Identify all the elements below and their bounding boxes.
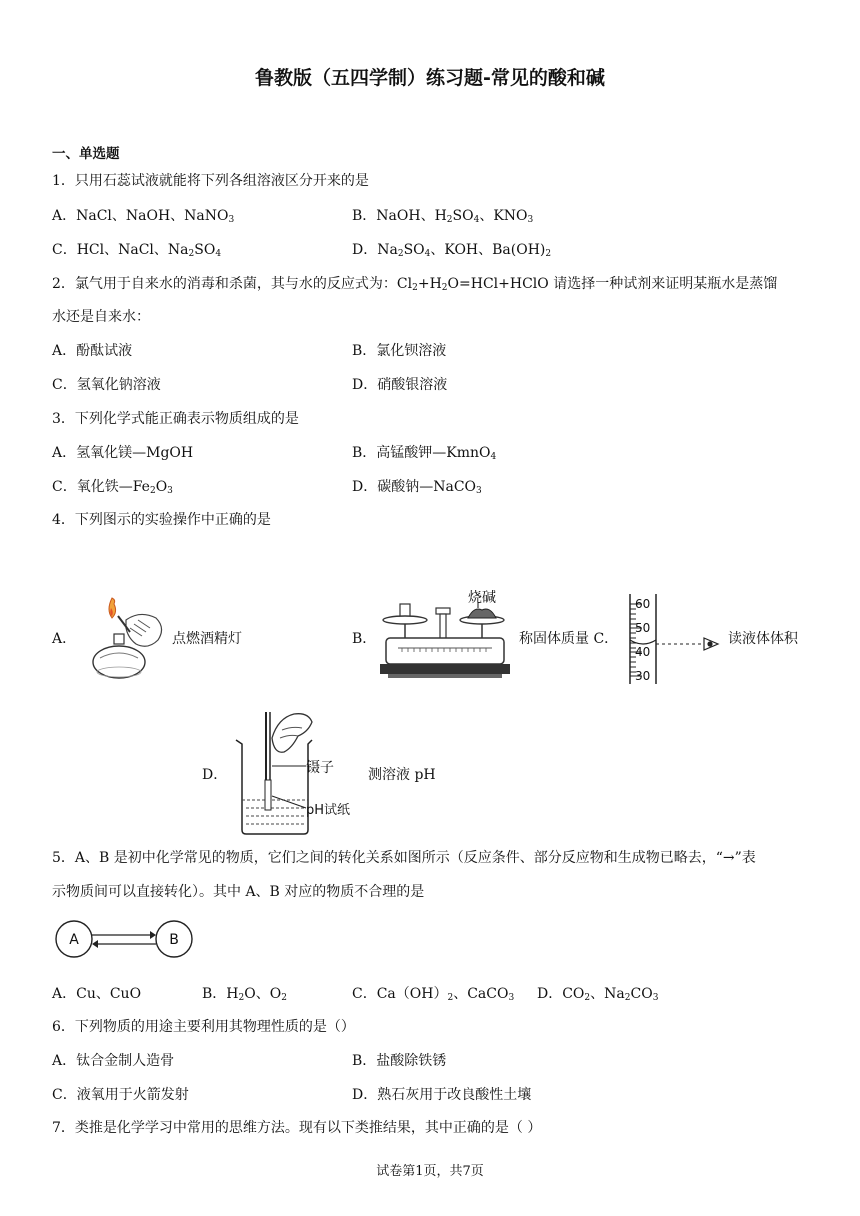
node-b: B [169, 932, 179, 948]
question-3-stem: 3．下列化学式能正确表示物质组成的是 [52, 411, 299, 427]
q2-option-b: B．氯化钡溶液 [352, 343, 447, 359]
q4-option-c-text: 读液体体积 [728, 631, 798, 647]
q5-option-d: D．$CO_2$、$Na_2CO_3$ [537, 986, 659, 1003]
q6-option-b: B．盐酸除铁锈 [352, 1053, 447, 1069]
q4-option-d-label: D． [202, 767, 228, 783]
q5-option-a: A．Cu、CuO [52, 986, 142, 1002]
q3-option-d: D．碳酸钠—NaCO$_3$ [352, 479, 482, 496]
q5-option-b: B．$H_2O$、$O_2$ [202, 986, 287, 1003]
q1-option-b: B．NaOH、$H_2SO_4$、$KNO_3$ [352, 208, 534, 225]
d-fig-label-tweezers: 镊子 [306, 760, 334, 776]
section-heading: 一、单选题 [52, 146, 120, 162]
q5-option-c: C．$Ca(OH)_2$、CaCO$_3$ [352, 986, 515, 1003]
q2-option-d: D．硝酸银溶液 [352, 377, 448, 393]
page-title: 鲁教版（五四学制）练习题-常见的酸和碱 [255, 67, 605, 89]
question-6-stem: 6．下列物质的用途主要利用其物理性质的是（） [52, 1019, 355, 1035]
q1-option-d: D．$Na_2SO_4$、KOH、$Ba(OH)_2$ [352, 242, 552, 259]
question-1-stem: 1．只用石蕊试液就能将下列各组溶液区分开来的是 [52, 173, 369, 189]
question-2-line1: 2．氯气用于自来水的消毒和杀菌，其与水的反应式为：$Cl_2+H_2O=HCl+HClO$ 请选择一种试剂来证明某瓶水是蒸馏 [52, 276, 778, 293]
d-fig-label-ph-paper: pH试纸 [306, 803, 351, 818]
balance-scale-figure [378, 586, 516, 688]
node-a: A [69, 932, 79, 948]
q3-option-b: B．高锰酸钾—KmnO$_4$ [352, 445, 497, 462]
c-tick-50: 50 [635, 621, 651, 635]
q6-option-a: A．钛合金制人造骨 [52, 1053, 175, 1069]
q4-option-b-label: B． [352, 631, 377, 647]
q4-option-d-text: 测溶液 pH [368, 767, 436, 783]
question-7-stem: 7．类推是化学学习中常用的思维方法。现有以下类推结果，其中正确的是（ ） [52, 1120, 542, 1136]
graduated-cylinder-figure [626, 594, 726, 686]
c-tick-30: 30 [635, 669, 651, 683]
ab-conversion-diagram [54, 918, 196, 962]
q6-option-c: C．液氧用于火箭发射 [52, 1087, 189, 1103]
q1-option-a: A．NaCl、NaOH、NaNO$_3$ [52, 208, 235, 225]
page-footer: 试卷第1页，共7页 [376, 1164, 484, 1179]
b-fig-label: 烧碱 [468, 590, 496, 606]
ph-test-figure [232, 708, 364, 836]
question-5-line1: 5．A、B 是初中化学常见的物质，它们之间的转化关系如图所示（反应条件、部分反应物和生成物已略去，“→”表 [52, 850, 756, 866]
q3-option-c: C．氧化铁$—Fe_2O_3$ [52, 479, 173, 496]
q6-option-d: D．熟石灰用于改良酸性土壤 [352, 1087, 532, 1103]
q4-option-b-text: 称固体质量 C． [519, 631, 619, 647]
alcohol-lamp-figure [78, 588, 170, 684]
q3-option-a: A．氢氧化镁—MgOH [52, 445, 194, 461]
q4-option-a-label: A． [52, 631, 77, 647]
question-2-line2: 水还是自来水： [52, 309, 150, 325]
q2-option-c: C．氢氧化钠溶液 [52, 377, 161, 393]
q1-option-c: C．HCl、NaCl、$Na_2SO_4$ [52, 242, 222, 259]
q2-option-a: A．酚酞试液 [52, 343, 133, 359]
c-tick-40: 40 [635, 645, 651, 659]
question-5-line2: 示物质间可以直接转化）。其中 A、B 对应的物质不合理的是 [52, 884, 425, 900]
c-tick-60: 60 [635, 597, 651, 611]
question-4-stem: 4．下列图示的实验操作中正确的是 [52, 512, 271, 528]
q4-option-a-text: 点燃酒精灯 [172, 631, 242, 647]
